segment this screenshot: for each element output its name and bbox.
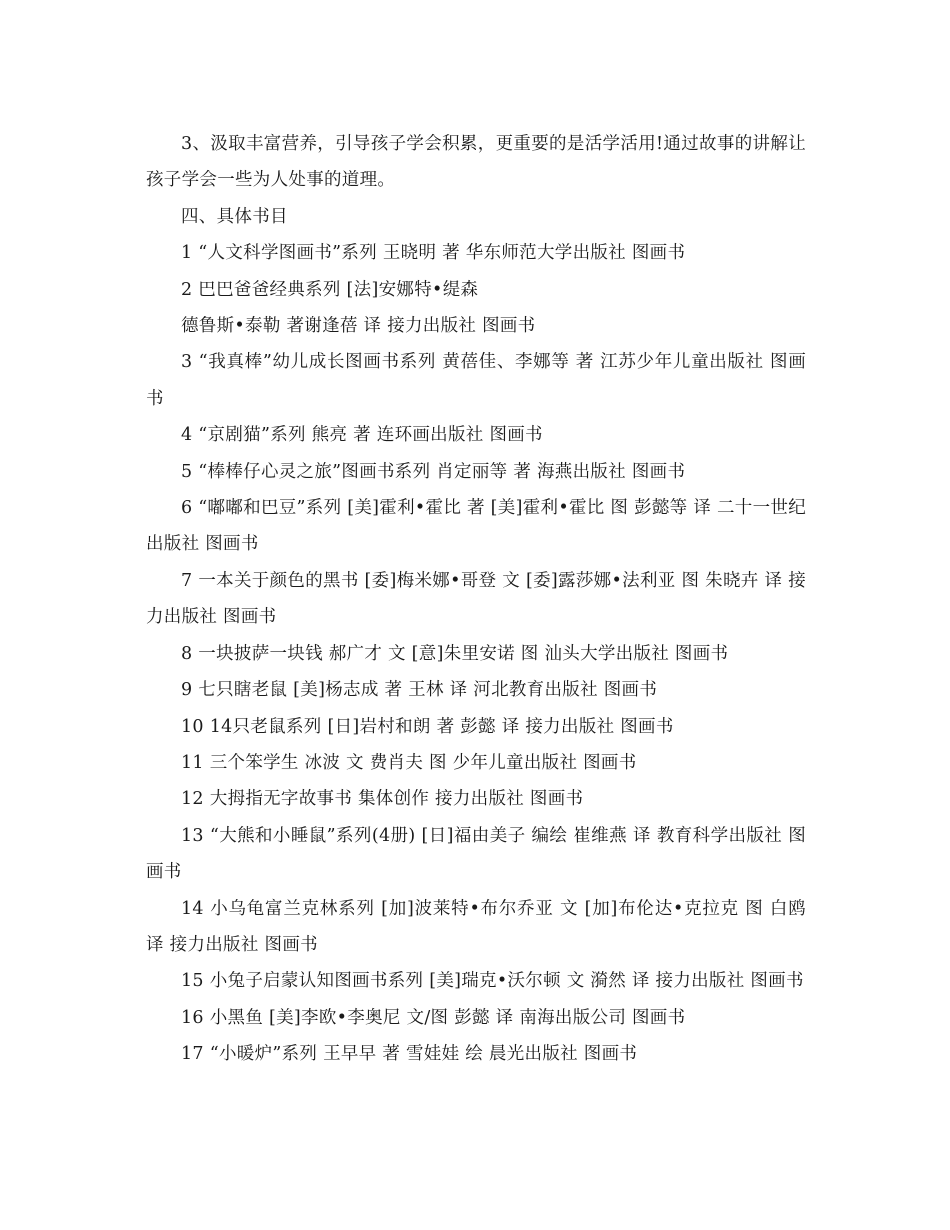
paragraph-reading-goal-3: 3、汲取丰富营养，引导孩子学会积累，更重要的是活学活用!通过故事的讲解让孩子学会一些为人处事的道理。 — [146, 134, 806, 191]
book-entry: 8 一块披萨一块钱 郝广才 文 [意]朱里安诺 图 汕头大学出版社 图画书 — [181, 643, 729, 664]
document-body — [146, 126, 812, 1073]
book-entry: 12 大拇指无字故事书 集体创作 接力出版社 图画书 — [181, 789, 584, 810]
book-entry: 9 七只瞎老鼠 [美]杨志成 著 王林 译 河北教育出版社 图画书 — [181, 680, 658, 701]
book-entry: 17 “小暖炉”系列 王早早 著 雪娃娃 绘 晨光出版社 图画书 — [181, 1044, 638, 1065]
book-entry: 15 小兔子启蒙认知图画书系列 [美]瑞克•沃尔顿 文 漪然 译 接力出版社 图画书 — [181, 971, 804, 992]
book-entry-continuation: 德鲁斯•泰勒 著谢逢蓓 译 接力出版社 图画书 — [181, 316, 536, 337]
book-entry: 13 “大熊和小睡鼠”系列(4册) [日]福由美子 编绘 崔维燕 译 教育科学出版社 图画书 — [146, 825, 806, 883]
book-entry: 1 “人文科学图画书”系列 王晓明 著 华东师范大学出版社 图画书 — [181, 243, 686, 264]
book-entry: 7 一本关于颜色的黑书 [委]梅米娜•哥登 文 [委]露莎娜•法利亚 图 朱晓卉 译 接力出版社 图画书 — [146, 570, 806, 628]
book-entry: 2 巴巴爸爸经典系列 [法]安娜特•缇森 — [181, 279, 479, 300]
book-entry: 14 小乌龟富兰克林系列 [加]波莱特•布尔乔亚 文 [加]布伦达•克拉克 图 白鸥 译 接力出版社 图画书 — [146, 898, 812, 955]
book-entry: 16 小黑鱼 [美]李欧•李奥尼 文/图 彭懿 译 南海出版公司 图画书 — [181, 1007, 686, 1028]
book-entry: 3 “我真棒”幼儿成长图画书系列 黄蓓佳、李娜等 著 江苏少年儿童出版社 图画书 — [146, 352, 806, 409]
book-entry: 11 三个笨学生 冰波 文 费肖夫 图 少年儿童出版社 图画书 — [181, 752, 637, 773]
book-entry: 6 “嘟嘟和巴豆”系列 [美]霍利•霍比 著 [美]霍利•霍比 图 彭懿等 译 二十一世纪出版社 图画书 — [146, 498, 806, 555]
book-entry: 5 “棒棒仔心灵之旅”图画书系列 肖定丽等 著 海燕出版社 图画书 — [181, 461, 686, 482]
section-heading-book-list: 四、具体书目 — [181, 206, 288, 227]
book-entry: 4 “京剧猫”系列 熊亮 著 连环画出版社 图画书 — [181, 425, 543, 446]
book-entry: 10 14只老鼠系列 [日]岩村和朗 著 彭懿 译 接力出版社 图画书 — [181, 716, 674, 737]
